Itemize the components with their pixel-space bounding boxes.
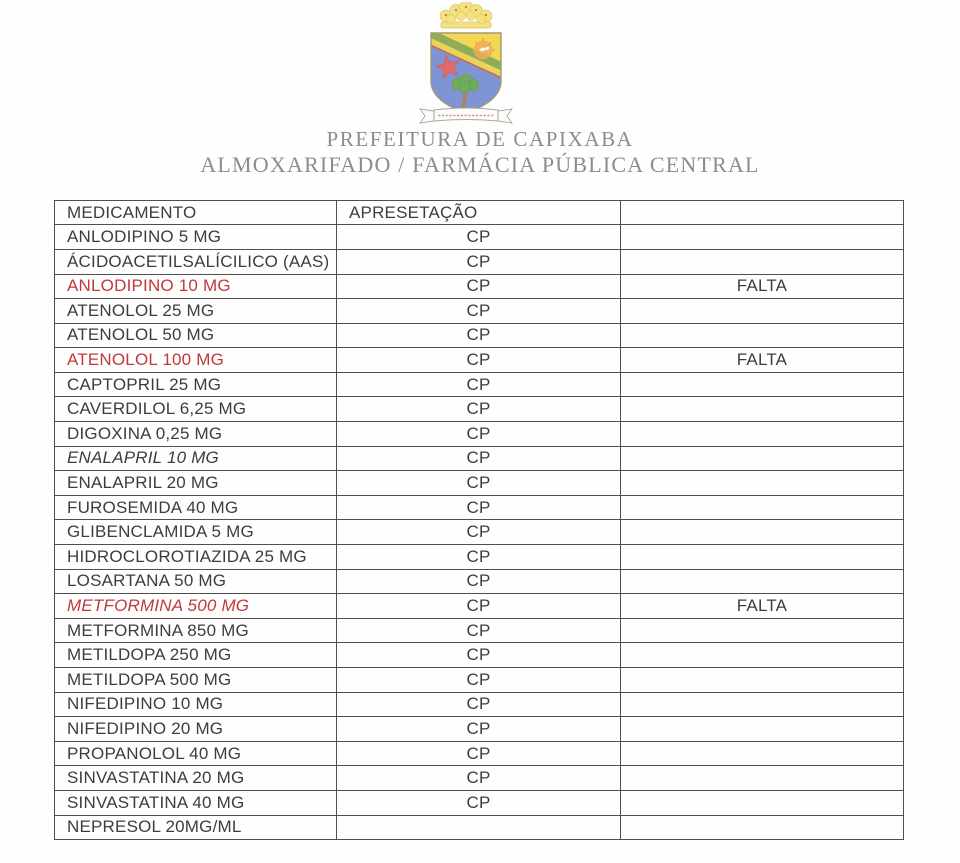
presentation-cell — [337, 815, 621, 840]
presentation-cell: CP — [337, 274, 621, 299]
medication-name-cell: METILDOPA 500 MG — [55, 668, 337, 693]
presentation-cell: CP — [337, 397, 621, 422]
col-header-apresentacao: APRESETAÇÃO — [337, 200, 621, 225]
table-row — [55, 397, 904, 422]
table-row — [55, 790, 904, 815]
medication-name-cell: DIGOXINA 0,25 MG — [55, 422, 337, 447]
presentation-cell: CP — [337, 446, 621, 471]
table-row — [55, 348, 904, 373]
table-row — [55, 372, 904, 397]
table-row — [55, 815, 904, 840]
table-row — [55, 741, 904, 766]
medication-name-cell: NIFEDIPINO 20 MG — [55, 717, 337, 742]
medication-name-cell: FUROSEMIDA 40 MG — [55, 495, 337, 520]
presentation-cell: CP — [337, 545, 621, 570]
status-cell — [621, 495, 904, 520]
table-row — [55, 766, 904, 791]
table-row — [55, 692, 904, 717]
status-cell — [621, 815, 904, 840]
status-cell — [621, 397, 904, 422]
status-cell — [621, 299, 904, 324]
presentation-cell: CP — [337, 520, 621, 545]
medication-name-cell: ATENOLOL 100 MG — [55, 348, 337, 373]
presentation-cell: CP — [337, 495, 621, 520]
org-header — [0, 127, 960, 178]
table-row — [55, 446, 904, 471]
medication-name-cell: ENALAPRIL 10 MG — [55, 446, 337, 471]
medication-name-cell: NIFEDIPINO 10 MG — [55, 692, 337, 717]
medication-name-cell: HIDROCLOROTIAZIDA 25 MG — [55, 545, 337, 570]
org-title: PREFEITURA DE CAPIXABA — [326, 127, 634, 151]
status-cell — [621, 249, 904, 274]
table-row — [55, 495, 904, 520]
table-row — [55, 545, 904, 570]
presentation-cell: CP — [337, 225, 621, 250]
presentation-cell: CP — [337, 790, 621, 815]
col-header-status — [621, 200, 904, 225]
status-cell — [621, 766, 904, 791]
status-cell: FALTA — [621, 274, 904, 299]
crest-container — [0, 0, 960, 124]
presentation-cell: CP — [337, 741, 621, 766]
medication-name-cell: ENALAPRIL 20 MG — [55, 471, 337, 496]
status-cell — [621, 741, 904, 766]
presentation-cell: CP — [337, 594, 621, 619]
status-cell — [621, 545, 904, 570]
status-cell — [621, 668, 904, 693]
presentation-cell: CP — [337, 348, 621, 373]
medication-name-cell: METILDOPA 250 MG — [55, 643, 337, 668]
presentation-cell: CP — [337, 692, 621, 717]
presentation-cell: CP — [337, 299, 621, 324]
presentation-cell: CP — [337, 372, 621, 397]
medication-name-cell: PROPANOLOL 40 MG — [55, 741, 337, 766]
table-row — [55, 471, 904, 496]
table-row — [55, 299, 904, 324]
presentation-cell: CP — [337, 471, 621, 496]
medication-name-cell: ÁCIDOACETILSALÍCILICO (AAS) — [55, 249, 337, 274]
table-row — [55, 569, 904, 594]
status-cell — [621, 372, 904, 397]
org-subtitle: ALMOXARIFADO / FARMÁCIA PÚBLICA CENTRAL — [200, 151, 760, 177]
status-cell — [621, 446, 904, 471]
status-cell — [621, 790, 904, 815]
medication-name-cell: ANLODIPINO 10 MG — [55, 274, 337, 299]
presentation-cell: CP — [337, 717, 621, 742]
table-row — [55, 422, 904, 447]
medications-table — [54, 200, 904, 840]
status-cell — [621, 692, 904, 717]
status-cell — [621, 422, 904, 447]
status-cell — [621, 717, 904, 742]
medication-name-cell: SINVASTATINA 20 MG — [55, 766, 337, 791]
presentation-cell: CP — [337, 643, 621, 668]
presentation-cell: CP — [337, 422, 621, 447]
status-cell — [621, 569, 904, 594]
presentation-cell: CP — [337, 249, 621, 274]
table-header-row — [55, 200, 904, 225]
status-cell — [621, 618, 904, 643]
table-row — [55, 323, 904, 348]
table-row — [55, 668, 904, 693]
crown-icon — [440, 2, 492, 28]
medication-name-cell: METFORMINA 850 MG — [55, 618, 337, 643]
table-row — [55, 643, 904, 668]
medication-name-cell: METFORMINA 500 MG — [55, 594, 337, 619]
status-cell — [621, 225, 904, 250]
medication-name-cell: SINVASTATINA 40 MG — [55, 790, 337, 815]
table-row — [55, 717, 904, 742]
medications-table-body — [55, 225, 904, 840]
table-row — [55, 520, 904, 545]
table-row — [55, 594, 904, 619]
table-row — [55, 618, 904, 643]
medication-name-cell: ANLODIPINO 5 MG — [55, 225, 337, 250]
presentation-cell: CP — [337, 569, 621, 594]
table-row — [55, 249, 904, 274]
scroll-banner-icon — [420, 108, 512, 123]
status-cell: FALTA — [621, 348, 904, 373]
status-cell: FALTA — [621, 594, 904, 619]
medication-name-cell: ATENOLOL 25 MG — [55, 299, 337, 324]
status-cell — [621, 520, 904, 545]
medication-name-cell: NEPRESOL 20MG/ML — [55, 815, 337, 840]
medication-name-cell: GLIBENCLAMIDA 5 MG — [55, 520, 337, 545]
table-row — [55, 274, 904, 299]
col-header-medicamento: MEDICAMENTO — [55, 200, 337, 225]
presentation-cell: CP — [337, 323, 621, 348]
medication-name-cell: CAVERDILOL 6,25 MG — [55, 397, 337, 422]
medication-name-cell: ATENOLOL 50 MG — [55, 323, 337, 348]
table-row — [55, 225, 904, 250]
presentation-cell: CP — [337, 766, 621, 791]
status-cell — [621, 471, 904, 496]
medication-name-cell: LOSARTANA 50 MG — [55, 569, 337, 594]
municipal-crest — [410, 2, 522, 124]
presentation-cell: CP — [337, 618, 621, 643]
status-cell — [621, 323, 904, 348]
status-cell — [621, 643, 904, 668]
medication-name-cell: CAPTOPRIL 25 MG — [55, 372, 337, 397]
presentation-cell: CP — [337, 668, 621, 693]
